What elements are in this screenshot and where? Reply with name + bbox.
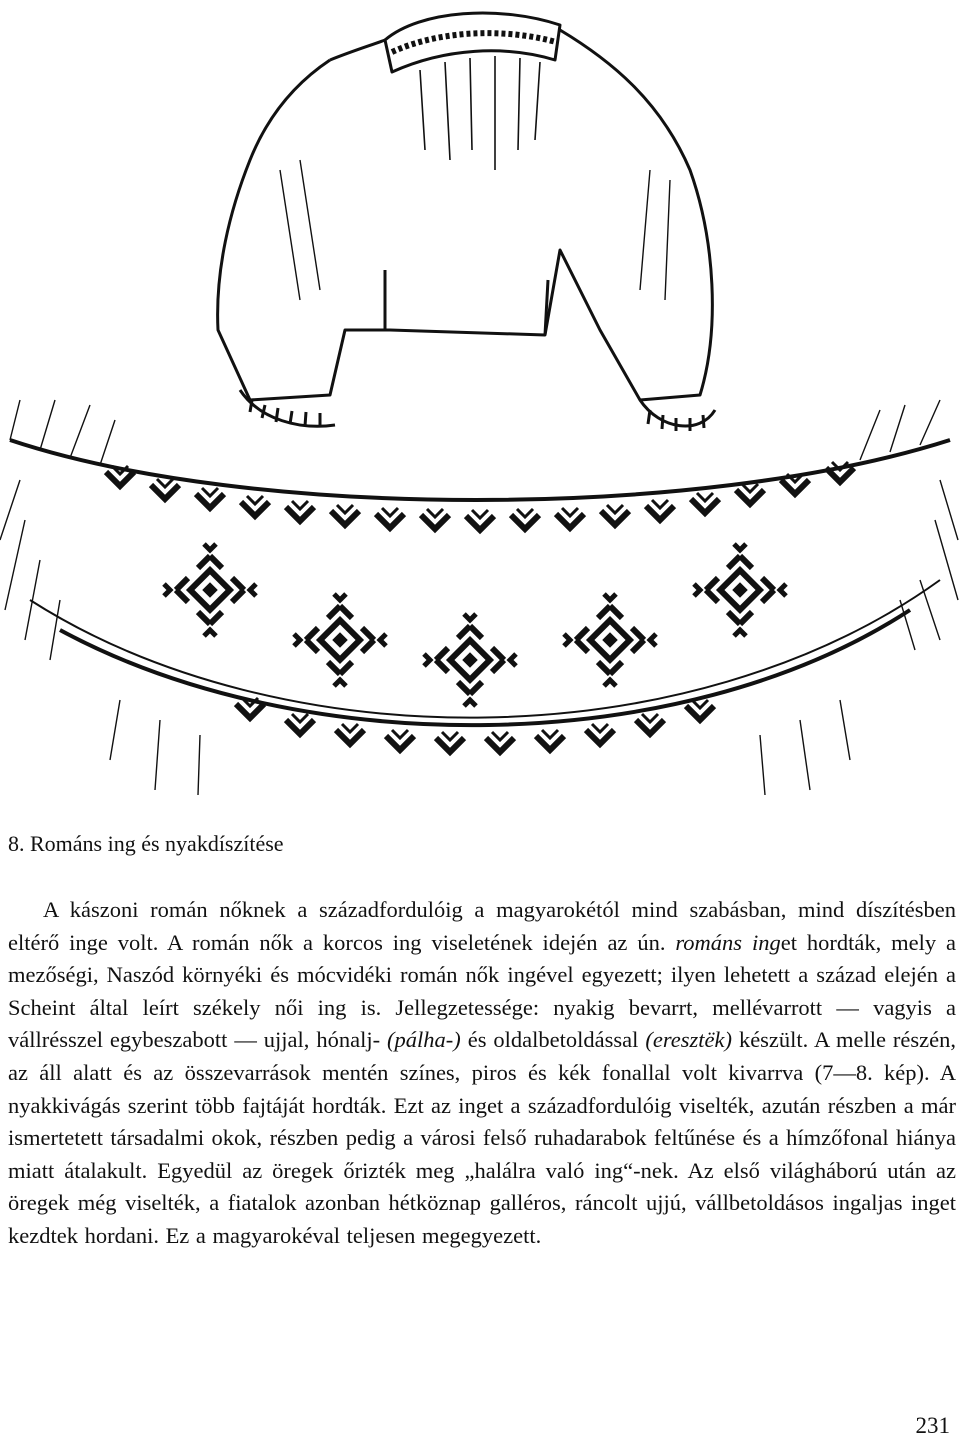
paragraph-text-2: et hordták, mely a mezőségi, Naszód környéki és mócvidéki román nők ingével egyezett; ilyen lehetett a század elején a Scheint által leírt székely női ing is. Jellegzetessége: nyakig bevarrt, mellévarrott — vagyis a vállrésszel egybeszabott — ujjal, hónalj-: [8, 929, 956, 1053]
paragraph-italic-term-1: románs ing: [675, 929, 781, 955]
collar-embroidery-drawing: [0, 400, 958, 795]
paragraph-text-3: és oldalbetoldással: [460, 1027, 646, 1053]
page-number: 231: [915, 1413, 950, 1438]
paragraph-text-4: készült. A melle részén, az áll alatt és az összevarrások mentén színes, piros és kék fonallal volt kivarrva (7—8. kép). A nyakkivágás szerint több fajtáját hordták. Ezt az inget a századfordulóig viselték, azután részben a már ismertetett társadalmi okok, részben pedig a városi felső ruhadarabok feltűnése és a hímzőfonal hiánya miatt átalakult. Egyedül az öregek őrizték meg „halálra való ing“-nek. Az első világháború után az öregek még viselték, a fiatalok azonban hétköznap galléros, ráncolt ujjú, vállbetoldásos ingaljas inget kezdtek hordani. Ez a magyarokéval teljesen megegyezett.: [8, 1027, 956, 1248]
paragraph-italic-term-2: (pálha-): [387, 1027, 461, 1053]
paragraph-text-1: A kászoni román nőknek a századfordulóig a magyarokétól mind szabásban, mind díszítésben eltérő inge volt. A román nők a korcos ing viseletének idején az ún.: [8, 897, 956, 955]
shirt-drawing: [218, 13, 715, 431]
body-paragraph: [8, 894, 956, 1253]
paragraph-italic-term-3: (eresztëk): [645, 1027, 732, 1053]
figure-caption: 8. Románs ing és nyakdíszítése: [8, 831, 284, 856]
